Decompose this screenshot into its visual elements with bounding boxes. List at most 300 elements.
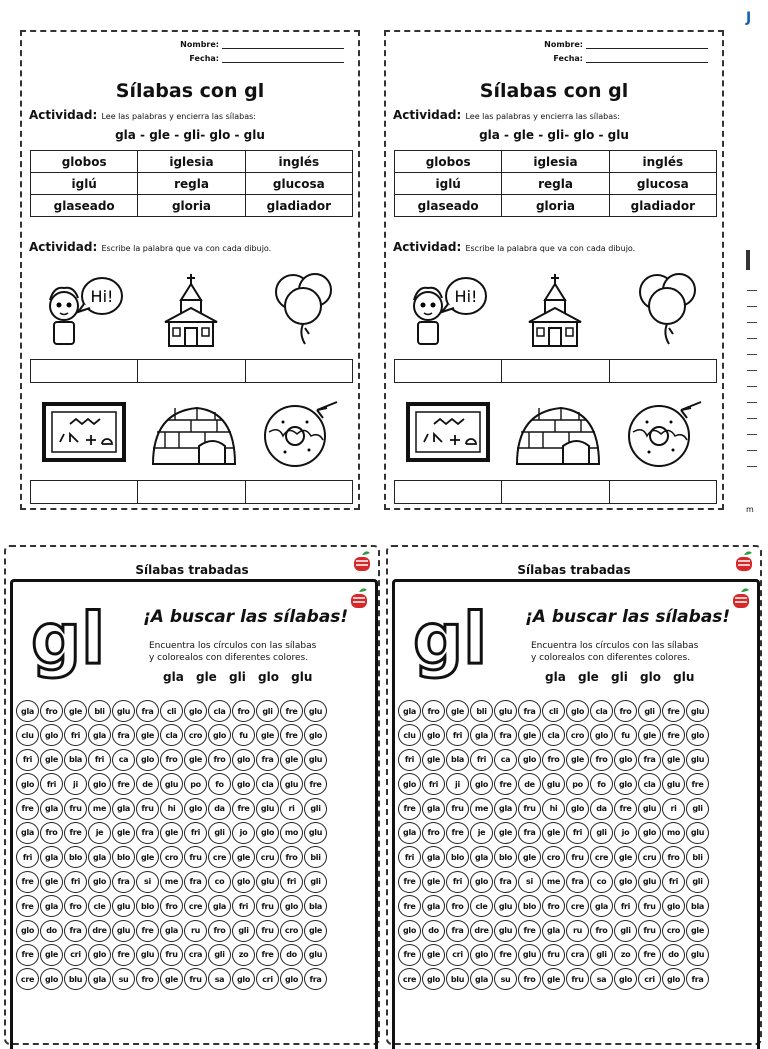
- syllable-circle[interactable]: hi: [542, 798, 565, 820]
- syllable-circle[interactable]: cla: [256, 773, 279, 795]
- syllable-circle[interactable]: fu: [232, 724, 255, 746]
- syllable-circle[interactable]: ri: [280, 798, 303, 820]
- syllable-circle[interactable]: glo: [614, 871, 637, 893]
- syllable-circle[interactable]: glo: [184, 700, 207, 722]
- syllable-circle[interactable]: bla: [686, 895, 709, 917]
- syllable-circle[interactable]: fru: [518, 798, 541, 820]
- syllable-circle[interactable]: glo: [88, 871, 111, 893]
- syllable-circle[interactable]: glu: [686, 700, 709, 722]
- syllable-circle[interactable]: glo: [304, 724, 327, 746]
- syllable-circle[interactable]: jo: [614, 822, 637, 844]
- syllable-circle[interactable]: glo: [422, 968, 445, 990]
- syllable-circle[interactable]: fru: [566, 968, 589, 990]
- syllable-circle[interactable]: gla: [16, 822, 39, 844]
- syllable-circle[interactable]: fre: [280, 700, 303, 722]
- syllable-circle[interactable]: bla: [64, 749, 87, 771]
- syllable-circle[interactable]: gla: [470, 846, 493, 868]
- syllable-circle[interactable]: cro: [662, 920, 685, 942]
- syllable-circle[interactable]: glo: [208, 724, 231, 746]
- syllable-circle[interactable]: fri: [40, 773, 63, 795]
- syllable-circle[interactable]: sa: [208, 968, 231, 990]
- syllable-circle[interactable]: fre: [64, 822, 87, 844]
- syllable-circle[interactable]: gla: [422, 846, 445, 868]
- syllable-circle[interactable]: cle: [88, 895, 111, 917]
- syllable-circle[interactable]: gla: [494, 798, 517, 820]
- syllable-circle[interactable]: fra: [518, 822, 541, 844]
- syllable-circle[interactable]: blo: [136, 895, 159, 917]
- syllable-circle[interactable]: fro: [614, 700, 637, 722]
- syllable-circle[interactable]: bli: [304, 846, 327, 868]
- syllable-circle[interactable]: si: [136, 871, 159, 893]
- syllable-circle[interactable]: glu: [494, 920, 517, 942]
- syllable-circle[interactable]: fri: [446, 871, 469, 893]
- syllable-circle[interactable]: me: [160, 871, 183, 893]
- syllable-circle[interactable]: gle: [232, 846, 255, 868]
- syllable-circle[interactable]: glo: [566, 798, 589, 820]
- syllable-circle[interactable]: fru: [184, 846, 207, 868]
- syllable-circle[interactable]: gle: [136, 724, 159, 746]
- syllable-circle[interactable]: cre: [398, 968, 421, 990]
- syllable-circle[interactable]: glo: [590, 724, 613, 746]
- syllable-circle[interactable]: gle: [662, 749, 685, 771]
- syllable-circle[interactable]: gle: [160, 968, 183, 990]
- syllable-circle[interactable]: blo: [64, 846, 87, 868]
- syllable-circle[interactable]: gle: [518, 724, 541, 746]
- syllable-circle[interactable]: cre: [208, 846, 231, 868]
- syllable-circle[interactable]: ru: [566, 920, 589, 942]
- syllable-circle[interactable]: fo: [208, 773, 231, 795]
- syllable-circle[interactable]: fra: [136, 822, 159, 844]
- syllable-circle[interactable]: blo: [112, 846, 135, 868]
- syllable-circle[interactable]: gla: [422, 798, 445, 820]
- syllable-circle[interactable]: gla: [88, 968, 111, 990]
- syllable-circle[interactable]: gle: [542, 968, 565, 990]
- syllable-circle[interactable]: gla: [470, 968, 493, 990]
- syllable-circle[interactable]: ji: [64, 773, 87, 795]
- syllable-circle[interactable]: ru: [184, 920, 207, 942]
- syllable-circle[interactable]: fri: [184, 822, 207, 844]
- syllable-circle[interactable]: cla: [160, 724, 183, 746]
- syllable-circle[interactable]: fri: [64, 724, 87, 746]
- syllable-circle[interactable]: de: [136, 773, 159, 795]
- syllable-circle[interactable]: fre: [494, 773, 517, 795]
- syllable-circle[interactable]: de: [518, 773, 541, 795]
- syllable-circle[interactable]: cre: [566, 895, 589, 917]
- syllable-circle[interactable]: cri: [638, 968, 661, 990]
- syllable-circle[interactable]: glo: [280, 895, 303, 917]
- syllable-circle[interactable]: gla: [398, 822, 421, 844]
- syllable-circle[interactable]: fro: [40, 822, 63, 844]
- syllable-circle[interactable]: ca: [112, 749, 135, 771]
- syllable-circle[interactable]: glo: [614, 968, 637, 990]
- syllable-circle[interactable]: gle: [518, 846, 541, 868]
- syllable-circle[interactable]: glu: [518, 944, 541, 966]
- syllable-circle[interactable]: fra: [136, 700, 159, 722]
- syllable-circle[interactable]: gle: [422, 871, 445, 893]
- syllable-circle[interactable]: glu: [638, 871, 661, 893]
- syllable-circle[interactable]: me: [542, 871, 565, 893]
- syllable-circle[interactable]: fre: [256, 944, 279, 966]
- syllable-circle[interactable]: glu: [280, 773, 303, 795]
- answer-box[interactable]: [245, 480, 353, 504]
- syllable-circle[interactable]: fre: [686, 773, 709, 795]
- syllable-circle[interactable]: glo: [184, 798, 207, 820]
- syllable-circle[interactable]: fre: [280, 724, 303, 746]
- syllable-circle[interactable]: glo: [16, 920, 39, 942]
- syllable-circle[interactable]: fro: [280, 846, 303, 868]
- syllable-circle[interactable]: cru: [256, 846, 279, 868]
- syllable-circle[interactable]: gle: [112, 822, 135, 844]
- syllable-circle[interactable]: fri: [16, 846, 39, 868]
- syllable-circle[interactable]: gla: [160, 920, 183, 942]
- syllable-circle[interactable]: gle: [686, 920, 709, 942]
- syllable-circle[interactable]: cri: [256, 968, 279, 990]
- syllable-circle[interactable]: fre: [232, 798, 255, 820]
- syllable-circle[interactable]: glo: [256, 822, 279, 844]
- syllable-circle[interactable]: fre: [398, 944, 421, 966]
- syllable-circle[interactable]: blo: [446, 846, 469, 868]
- syllable-circle[interactable]: fri: [614, 895, 637, 917]
- syllable-circle[interactable]: gla: [422, 895, 445, 917]
- syllable-circle[interactable]: blu: [446, 968, 469, 990]
- syllable-circle[interactable]: fro: [422, 822, 445, 844]
- syllable-circle[interactable]: gla: [88, 846, 111, 868]
- syllable-circle[interactable]: fre: [136, 920, 159, 942]
- answer-box[interactable]: [501, 480, 608, 504]
- syllable-circle[interactable]: su: [494, 968, 517, 990]
- syllable-circle[interactable]: cli: [160, 700, 183, 722]
- syllable-circle[interactable]: gle: [64, 700, 87, 722]
- syllable-circle[interactable]: blu: [64, 968, 87, 990]
- syllable-circle[interactable]: fri: [470, 749, 493, 771]
- syllable-circle[interactable]: fra: [518, 700, 541, 722]
- syllable-circle[interactable]: glo: [398, 773, 421, 795]
- syllable-circle[interactable]: fri: [422, 773, 445, 795]
- syllable-circle[interactable]: gla: [16, 700, 39, 722]
- syllable-circle[interactable]: glu: [686, 944, 709, 966]
- syllable-circle[interactable]: fri: [446, 724, 469, 746]
- answer-box[interactable]: [609, 480, 717, 504]
- syllable-circle[interactable]: fri: [566, 822, 589, 844]
- syllable-circle[interactable]: glu: [304, 700, 327, 722]
- syllable-circle[interactable]: fra: [112, 871, 135, 893]
- syllable-circle[interactable]: fre: [398, 895, 421, 917]
- syllable-circle[interactable]: gli: [304, 871, 327, 893]
- answer-box[interactable]: [501, 359, 608, 383]
- syllable-circle[interactable]: fro: [542, 895, 565, 917]
- syllable-circle[interactable]: gle: [160, 822, 183, 844]
- syllable-circle[interactable]: cro: [566, 724, 589, 746]
- syllable-circle[interactable]: fri: [398, 749, 421, 771]
- syllable-circle[interactable]: fru: [638, 920, 661, 942]
- syllable-circle[interactable]: glu: [638, 798, 661, 820]
- answer-box[interactable]: [394, 359, 501, 383]
- syllable-circle[interactable]: fro: [160, 895, 183, 917]
- syllable-circle[interactable]: glu: [112, 920, 135, 942]
- syllable-circle[interactable]: mo: [662, 822, 685, 844]
- syllable-circle[interactable]: fru: [566, 846, 589, 868]
- syllable-circle[interactable]: fro: [542, 749, 565, 771]
- syllable-circle[interactable]: mo: [280, 822, 303, 844]
- syllable-circle[interactable]: gle: [494, 822, 517, 844]
- syllable-circle[interactable]: fru: [160, 944, 183, 966]
- syllable-circle[interactable]: gli: [590, 944, 613, 966]
- syllable-circle[interactable]: gla: [470, 724, 493, 746]
- syllable-circle[interactable]: fra: [64, 920, 87, 942]
- syllable-circle[interactable]: fro: [208, 920, 231, 942]
- syllable-circle[interactable]: fre: [112, 773, 135, 795]
- answer-box[interactable]: [137, 480, 244, 504]
- syllable-circle[interactable]: glu: [112, 700, 135, 722]
- syllable-circle[interactable]: fre: [662, 724, 685, 746]
- syllable-circle[interactable]: gle: [542, 822, 565, 844]
- syllable-circle[interactable]: glo: [518, 749, 541, 771]
- syllable-circle[interactable]: fri: [88, 749, 111, 771]
- syllable-circle[interactable]: fro: [422, 700, 445, 722]
- syllable-circle[interactable]: glo: [232, 773, 255, 795]
- syllable-circle[interactable]: gle: [136, 846, 159, 868]
- syllable-circle[interactable]: gle: [422, 749, 445, 771]
- syllable-circle[interactable]: fra: [686, 968, 709, 990]
- syllable-circle[interactable]: fri: [64, 871, 87, 893]
- syllable-circle[interactable]: po: [184, 773, 207, 795]
- syllable-circle[interactable]: glo: [614, 749, 637, 771]
- syllable-circle[interactable]: fro: [590, 749, 613, 771]
- syllable-circle[interactable]: gli: [232, 920, 255, 942]
- syllable-circle[interactable]: hi: [160, 798, 183, 820]
- syllable-circle[interactable]: gla: [208, 895, 231, 917]
- syllable-circle[interactable]: cli: [542, 700, 565, 722]
- syllable-circle[interactable]: glu: [304, 944, 327, 966]
- syllable-circle[interactable]: fro: [590, 920, 613, 942]
- syllable-circle[interactable]: glo: [398, 920, 421, 942]
- syllable-circle[interactable]: gli: [304, 798, 327, 820]
- syllable-circle[interactable]: glo: [88, 944, 111, 966]
- syllable-circle[interactable]: fre: [16, 944, 39, 966]
- syllable-circle[interactable]: gle: [304, 920, 327, 942]
- syllable-circle[interactable]: si: [518, 871, 541, 893]
- syllable-circle[interactable]: fri: [16, 749, 39, 771]
- syllable-circle[interactable]: glo: [232, 749, 255, 771]
- syllable-circle[interactable]: fre: [16, 798, 39, 820]
- syllable-circle[interactable]: fru: [64, 798, 87, 820]
- syllable-circle[interactable]: fre: [398, 871, 421, 893]
- syllable-circle[interactable]: fru: [638, 895, 661, 917]
- syllable-circle[interactable]: glo: [232, 871, 255, 893]
- syllable-circle[interactable]: fri: [662, 871, 685, 893]
- syllable-circle[interactable]: fru: [446, 798, 469, 820]
- syllable-circle[interactable]: glo: [422, 724, 445, 746]
- syllable-circle[interactable]: glo: [88, 773, 111, 795]
- syllable-circle[interactable]: fre: [304, 773, 327, 795]
- syllable-circle[interactable]: glo: [470, 871, 493, 893]
- syllable-circle[interactable]: glu: [304, 749, 327, 771]
- syllable-circle[interactable]: do: [40, 920, 63, 942]
- syllable-circle[interactable]: gle: [256, 724, 279, 746]
- syllable-circle[interactable]: do: [662, 944, 685, 966]
- syllable-circle[interactable]: glo: [686, 724, 709, 746]
- syllable-circle[interactable]: gle: [614, 846, 637, 868]
- syllable-circle[interactable]: bla: [446, 749, 469, 771]
- syllable-circle[interactable]: fra: [184, 871, 207, 893]
- syllable-circle[interactable]: fro: [160, 749, 183, 771]
- syllable-circle[interactable]: fre: [446, 822, 469, 844]
- syllable-circle[interactable]: je: [470, 822, 493, 844]
- syllable-circle[interactable]: cra: [184, 944, 207, 966]
- syllable-circle[interactable]: glo: [662, 968, 685, 990]
- syllable-circle[interactable]: fra: [446, 920, 469, 942]
- syllable-circle[interactable]: gli: [614, 920, 637, 942]
- syllable-circle[interactable]: fo: [590, 773, 613, 795]
- syllable-circle[interactable]: fre: [638, 944, 661, 966]
- syllable-circle[interactable]: gle: [566, 749, 589, 771]
- syllable-circle[interactable]: fru: [184, 968, 207, 990]
- answer-box[interactable]: [137, 359, 244, 383]
- syllable-circle[interactable]: gla: [590, 895, 613, 917]
- syllable-circle[interactable]: ri: [662, 798, 685, 820]
- syllable-circle[interactable]: glu: [256, 798, 279, 820]
- syllable-circle[interactable]: me: [88, 798, 111, 820]
- syllable-circle[interactable]: glu: [686, 822, 709, 844]
- syllable-circle[interactable]: fro: [446, 895, 469, 917]
- syllable-circle[interactable]: fro: [662, 846, 685, 868]
- syllable-circle[interactable]: gli: [686, 871, 709, 893]
- syllable-circle[interactable]: bli: [88, 700, 111, 722]
- syllable-circle[interactable]: fre: [112, 944, 135, 966]
- syllable-circle[interactable]: fra: [494, 871, 517, 893]
- syllable-circle[interactable]: cro: [280, 920, 303, 942]
- syllable-circle[interactable]: gla: [542, 920, 565, 942]
- syllable-circle[interactable]: fre: [398, 798, 421, 820]
- syllable-circle[interactable]: po: [566, 773, 589, 795]
- syllable-circle[interactable]: glu: [256, 871, 279, 893]
- answer-box[interactable]: [30, 480, 137, 504]
- syllable-circle[interactable]: fru: [256, 895, 279, 917]
- syllable-circle[interactable]: blo: [518, 895, 541, 917]
- syllable-circle[interactable]: gle: [638, 724, 661, 746]
- syllable-circle[interactable]: jo: [232, 822, 255, 844]
- syllable-circle[interactable]: zo: [614, 944, 637, 966]
- syllable-circle[interactable]: cri: [64, 944, 87, 966]
- syllable-circle[interactable]: glo: [638, 822, 661, 844]
- syllable-circle[interactable]: fra: [112, 724, 135, 746]
- syllable-circle[interactable]: bla: [304, 895, 327, 917]
- syllable-circle[interactable]: gla: [112, 798, 135, 820]
- syllable-circle[interactable]: sa: [590, 968, 613, 990]
- syllable-circle[interactable]: fra: [256, 749, 279, 771]
- syllable-circle[interactable]: bli: [686, 846, 709, 868]
- syllable-circle[interactable]: gli: [686, 798, 709, 820]
- syllable-circle[interactable]: fru: [542, 944, 565, 966]
- syllable-circle[interactable]: gla: [40, 798, 63, 820]
- syllable-circle[interactable]: glo: [40, 724, 63, 746]
- syllable-circle[interactable]: glu: [494, 895, 517, 917]
- syllable-circle[interactable]: glu: [136, 944, 159, 966]
- syllable-circle[interactable]: do: [422, 920, 445, 942]
- syllable-circle[interactable]: fro: [64, 895, 87, 917]
- syllable-circle[interactable]: fre: [662, 700, 685, 722]
- syllable-circle[interactable]: fra: [304, 968, 327, 990]
- syllable-circle[interactable]: ji: [446, 773, 469, 795]
- syllable-circle[interactable]: gli: [208, 822, 231, 844]
- syllable-circle[interactable]: gle: [422, 944, 445, 966]
- syllable-circle[interactable]: glu: [304, 822, 327, 844]
- syllable-circle[interactable]: cra: [566, 944, 589, 966]
- syllable-circle[interactable]: gla: [40, 846, 63, 868]
- syllable-circle[interactable]: cre: [16, 968, 39, 990]
- syllable-circle[interactable]: do: [280, 944, 303, 966]
- syllable-circle[interactable]: glo: [16, 773, 39, 795]
- syllable-circle[interactable]: cro: [542, 846, 565, 868]
- syllable-circle[interactable]: glo: [662, 895, 685, 917]
- syllable-circle[interactable]: fre: [614, 798, 637, 820]
- syllable-circle[interactable]: glu: [662, 773, 685, 795]
- syllable-circle[interactable]: glo: [566, 700, 589, 722]
- syllable-circle[interactable]: cro: [160, 846, 183, 868]
- syllable-circle[interactable]: cla: [638, 773, 661, 795]
- answer-box[interactable]: [609, 359, 717, 383]
- syllable-circle[interactable]: gle: [40, 871, 63, 893]
- syllable-circle[interactable]: clu: [16, 724, 39, 746]
- syllable-circle[interactable]: fre: [16, 895, 39, 917]
- syllable-circle[interactable]: gla: [40, 895, 63, 917]
- syllable-circle[interactable]: glo: [232, 968, 255, 990]
- syllable-circle[interactable]: gli: [208, 944, 231, 966]
- syllable-circle[interactable]: blo: [494, 846, 517, 868]
- syllable-circle[interactable]: glu: [494, 700, 517, 722]
- syllable-circle[interactable]: gle: [184, 749, 207, 771]
- syllable-circle[interactable]: fre: [494, 944, 517, 966]
- answer-box[interactable]: [245, 359, 353, 383]
- syllable-circle[interactable]: glo: [280, 968, 303, 990]
- syllable-circle[interactable]: je: [88, 822, 111, 844]
- syllable-circle[interactable]: fra: [566, 871, 589, 893]
- syllable-circle[interactable]: fro: [518, 968, 541, 990]
- syllable-circle[interactable]: glu: [686, 749, 709, 771]
- syllable-circle[interactable]: gle: [40, 749, 63, 771]
- syllable-circle[interactable]: fra: [494, 724, 517, 746]
- syllable-circle[interactable]: su: [112, 968, 135, 990]
- syllable-circle[interactable]: co: [208, 871, 231, 893]
- syllable-circle[interactable]: glu: [112, 895, 135, 917]
- syllable-circle[interactable]: fri: [280, 871, 303, 893]
- syllable-circle[interactable]: gla: [88, 724, 111, 746]
- syllable-circle[interactable]: gla: [398, 700, 421, 722]
- syllable-circle[interactable]: gli: [256, 700, 279, 722]
- syllable-circle[interactable]: ca: [494, 749, 517, 771]
- syllable-circle[interactable]: fro: [136, 968, 159, 990]
- syllable-circle[interactable]: gle: [40, 944, 63, 966]
- syllable-circle[interactable]: cla: [208, 700, 231, 722]
- syllable-circle[interactable]: fro: [208, 749, 231, 771]
- answer-box[interactable]: [30, 359, 137, 383]
- syllable-circle[interactable]: glo: [470, 773, 493, 795]
- syllable-circle[interactable]: me: [470, 798, 493, 820]
- syllable-circle[interactable]: cro: [184, 724, 207, 746]
- syllable-circle[interactable]: fro: [232, 700, 255, 722]
- syllable-circle[interactable]: glu: [160, 773, 183, 795]
- syllable-circle[interactable]: dre: [88, 920, 111, 942]
- syllable-circle[interactable]: glo: [614, 773, 637, 795]
- syllable-circle[interactable]: da: [590, 798, 613, 820]
- syllable-circle[interactable]: fro: [40, 700, 63, 722]
- syllable-circle[interactable]: co: [590, 871, 613, 893]
- syllable-circle[interactable]: cre: [590, 846, 613, 868]
- syllable-circle[interactable]: fru: [256, 920, 279, 942]
- syllable-circle[interactable]: fra: [638, 749, 661, 771]
- syllable-circle[interactable]: cle: [470, 895, 493, 917]
- syllable-circle[interactable]: fre: [518, 920, 541, 942]
